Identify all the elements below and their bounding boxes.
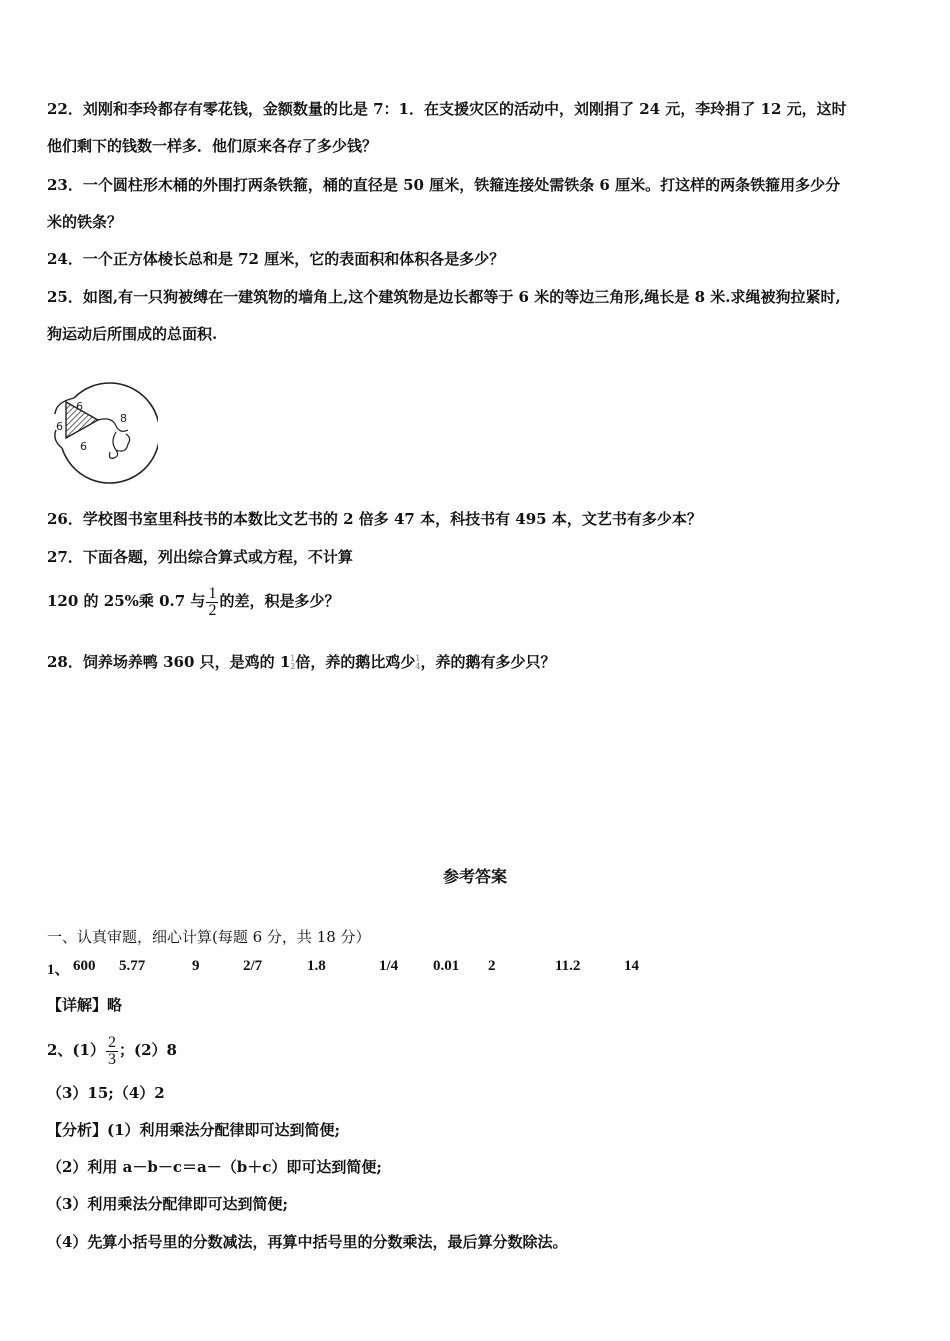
q25-line-2: 狗运动后所围成的总面积. xyxy=(47,325,218,343)
answer-1-value: 0.01 xyxy=(433,958,460,974)
q27-expression xyxy=(47,583,339,619)
q22-line-1: 22．刘刚和李玲都存有零花钱，金额数量的比是 7：1．在支援灾区的活动中，刘刚捐了 24 元，李玲捐了 12 元，这时 xyxy=(47,100,847,118)
answer-1-value: 1.8 xyxy=(307,958,326,974)
answer-1-value: 600 xyxy=(73,958,96,974)
label-left: 6 xyxy=(56,420,63,433)
q28-tiny-fraction-1: 1 2 xyxy=(290,654,296,671)
answer-1-value: 14 xyxy=(624,958,639,974)
analysis-line-3: （3）利用乘法分配律即可达到简便; xyxy=(47,1195,288,1213)
q28 xyxy=(47,652,556,672)
q28-pre: 28．饲养场养鸭 360 只，是鸡的 1 xyxy=(47,653,291,671)
answer-1-value: 11.2 xyxy=(555,958,581,974)
q24: 24．一个正方体棱长总和是 72 厘米，它的表面积和体积各是多少？ xyxy=(47,250,505,268)
answer-2-pre: 2、(1） xyxy=(47,1041,105,1059)
answer-1-prefix: 1、 xyxy=(47,962,70,978)
detail-line: 【详解】略 xyxy=(47,996,123,1014)
answer-1-value: 9 xyxy=(192,958,200,974)
dog-rope-figure xyxy=(46,372,158,484)
q27-expression-pre: 120 的 25%乘 0.7 与 xyxy=(47,592,206,610)
label-bottom: 6 xyxy=(80,440,87,453)
q28-post: ，养的鹅有多少只？ xyxy=(420,653,556,671)
fraction-one-half: $\frac{1}{2}$ xyxy=(208,584,217,619)
analysis-line-1: 【分析】(1）利用乘法分配律即可达到简便; xyxy=(47,1121,341,1139)
q26: 26．学校图书室里科技书的本数比文艺书的 2 倍多 47 本，科技书有 495 本，文艺书有多少本？ xyxy=(47,510,702,528)
q25-line-1: 25．如图,有一只狗被缚在一建筑物的墙角上,这个建筑物是边长都等于 6 米的等边三角形,绳长是 8 米.求绳被狗拉紧时, xyxy=(47,288,841,306)
q28-tiny-fraction-2: 1 4 xyxy=(415,654,421,671)
part1-heading: 一、认真审题，细心计算(每题 6 分，共 18 分） xyxy=(47,928,371,946)
q28-mid: 倍，养的鹅比鸡少 xyxy=(295,653,416,671)
q22-line-2: 他们剩下的钱数一样多．他们原来各存了多少钱？ xyxy=(47,137,378,155)
answer-1-value: 2 xyxy=(488,958,496,974)
answer-1-value: 1/4 xyxy=(379,958,399,974)
answer-2-post: ；(2）8 xyxy=(118,1041,177,1059)
answer-title: 参考答案 xyxy=(442,867,507,886)
q27: 27．下面各题，列出综合算式或方程，不计算 xyxy=(47,548,353,566)
answer-1-value: 2/7 xyxy=(243,958,263,974)
analysis-line-2: （2）利用 a－b－c＝a－（b＋c）即可达到简便; xyxy=(47,1158,382,1176)
large-arc xyxy=(62,383,158,483)
label-top: 6 xyxy=(76,400,83,413)
fraction-two-thirds: $\frac{2}{3}$ xyxy=(107,1033,116,1068)
q23-line-1: 23．一个圆柱形木桶的外围打两条铁箍，桶的直径是 50 厘米，铁箍连接处需铁条 6 厘米。打这样的两条铁箍用多少分 xyxy=(47,176,841,194)
dog-outline xyxy=(110,432,130,458)
q23-line-2: 米的铁条？ xyxy=(47,213,123,231)
q27-expression-post: 的差，积是多少？ xyxy=(219,592,340,610)
answer-2-line-1 xyxy=(47,1032,177,1068)
analysis-line-4: （4）先算小括号里的分数减法，再算中括号里的分数乘法，最后算分数除法。 xyxy=(47,1233,568,1251)
answer-1-value: 5.77 xyxy=(119,958,146,974)
label-rope: 8 xyxy=(120,412,127,425)
answer-2-line-2: （3）15;（4）2 xyxy=(47,1084,165,1102)
